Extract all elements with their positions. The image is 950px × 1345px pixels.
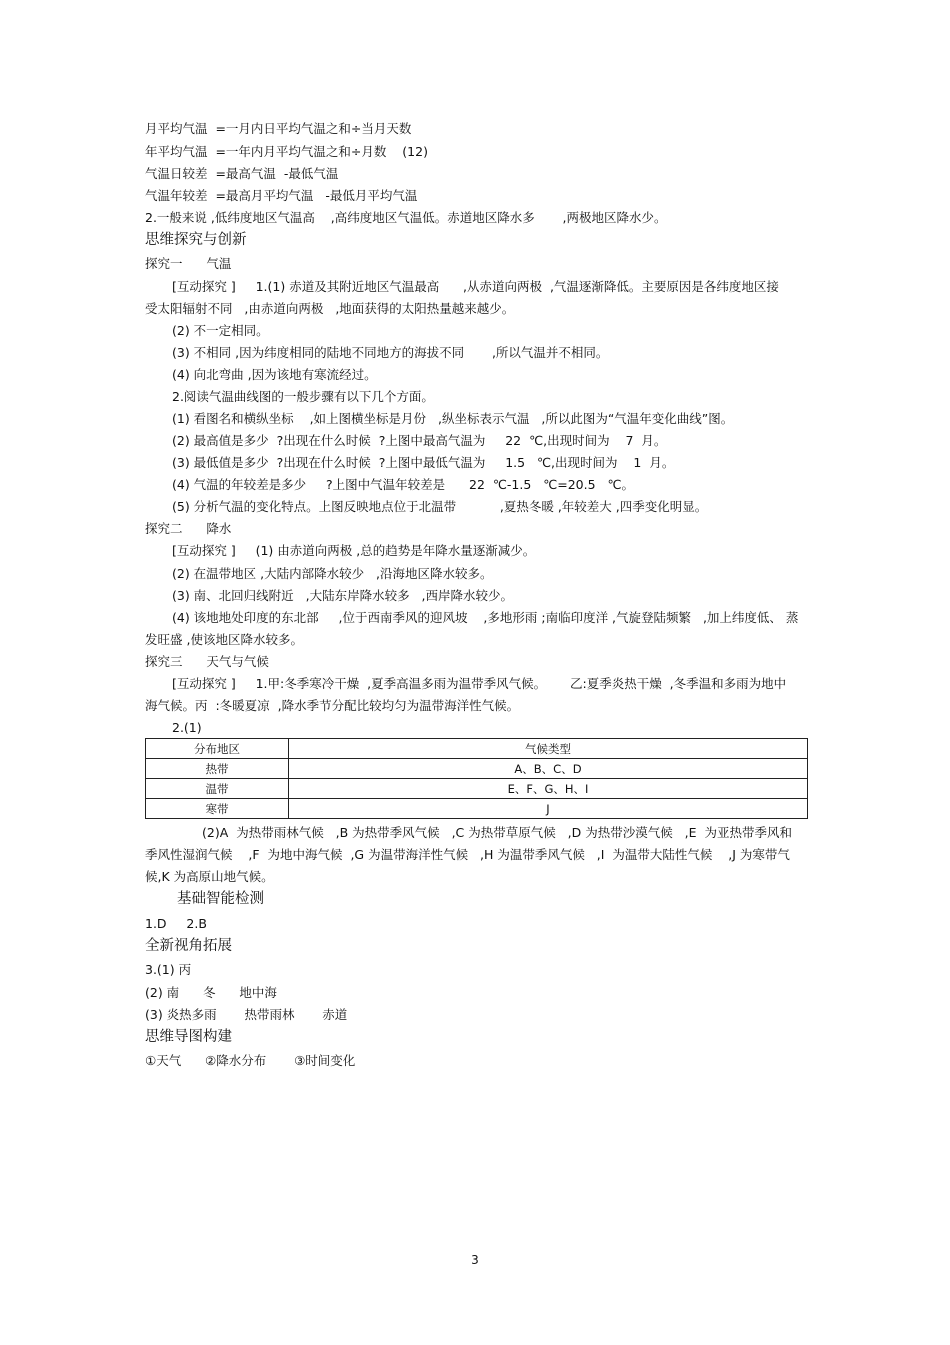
answer-line: 2.阅读气温曲线图的一般步骤有以下几个方面。 xyxy=(172,389,434,404)
answer-line: 候,K 为高原山地气候。 xyxy=(145,869,274,884)
answer-line: 发旺盛 ,使该地区降水较多。 xyxy=(145,632,303,647)
table-cell: 温带 xyxy=(146,779,289,799)
climate-distribution-table xyxy=(145,738,808,819)
answer-line: (4) 向北弯曲 ,因为该地有寒流经过。 xyxy=(172,367,377,382)
answer-line: 2.一般来说 ,低纬度地区气温高 ,高纬度地区气温低。赤道地区降水多 ,两极地区降水少。 xyxy=(145,210,667,225)
formula-monthly-mean-temp: 月平均气温 =一月内日平均气温之和÷当月天数 xyxy=(145,121,412,136)
formula-annual-range: 气温年较差 =最高月平均气温 -最低月平均气温 xyxy=(145,188,418,203)
answer-line: 受太阳辐射不同 ,由赤道向两极 ,地面获得的太阳热量越来越少。 xyxy=(145,301,515,316)
section-heading: 思维导图构建 xyxy=(145,1029,232,1045)
answer-line: (4) 该地地处印度的东北部 ,位于西南季风的迎风坡 ,多地形雨 ;南临印度洋 ,气旋登陆频繁 ,加上纬度低、 蒸 xyxy=(172,610,799,625)
answer-line: 2.(1) xyxy=(172,720,202,735)
formula-annual-mean-temp: 年平均气温 =一年内月平均气温之和÷月数 (12) xyxy=(145,144,428,159)
answer-line: 季风性湿润气候 ,F 为地中海气候 ,G 为温带海洋性气候 ,H 为温带季风气候 ,I 为温带大陆性气候 ,J 为寒带气 xyxy=(145,847,790,862)
formula-daily-range: 气温日较差 =最高气温 -最低气温 xyxy=(145,166,339,181)
answer-line: (2) 不一定相同。 xyxy=(172,323,269,338)
section-heading: 基础智能检测 xyxy=(177,891,264,907)
table-header-cell: 分布地区 xyxy=(146,739,289,759)
table-cell: E、F、G、H、I xyxy=(289,779,808,799)
answer-line: 1.D 2.B xyxy=(145,916,207,931)
answer-line: [互动探究 ] 1.(1) 赤道及其附近地区气温最高 ,从赤道向两极 ,气温逐渐降低。主要原因是各纬度地区接 xyxy=(172,279,779,294)
table-row xyxy=(146,779,808,799)
subsection-heading: 探究二 降水 xyxy=(145,521,232,536)
table-cell: 热带 xyxy=(146,759,289,779)
answer-line: (3) 炎热多雨 热带雨林 赤道 xyxy=(145,1007,348,1022)
answer-line: [互动探究 ] (1) 由赤道向两极 ,总的趋势是年降水量逐渐减少。 xyxy=(172,543,536,558)
section-heading: 思维探究与创新 xyxy=(145,232,247,248)
answer-line: (1) 看图名和横纵坐标 ,如上图横坐标是月份 ,纵坐标表示气温 ,所以此图为“气温年变化曲线”图。 xyxy=(172,411,734,426)
answer-line: 3.(1) 丙 xyxy=(145,962,192,977)
subsection-heading: 探究一 气温 xyxy=(145,256,232,271)
answer-line: (3) 不相同 ,因为纬度相同的陆地不同地方的海拔不同 ,所以气温并不相同。 xyxy=(172,345,609,360)
table-cell: A、B、C、D xyxy=(289,759,808,779)
answer-line: (2) 南 冬 地中海 xyxy=(145,985,277,1000)
table-header-cell: 气候类型 xyxy=(289,739,808,759)
page-number: 3 xyxy=(471,1253,479,1267)
answer-line: ①天气 ②降水分布 ③时间变化 xyxy=(145,1053,356,1068)
table-cell: 寒带 xyxy=(146,799,289,819)
answer-line: (3) 最低值是多少 ?出现在什么时候 ?上图中最低气温为 1.5 ℃,出现时间为 1 月。 xyxy=(172,455,675,470)
answer-line: (2) 在温带地区 ,大陆内部降水较少 ,沿海地区降水较多。 xyxy=(172,566,493,581)
answer-line: (2)A 为热带雨林气候 ,B 为热带季风气候 ,C 为热带草原气候 ,D 为热带沙漠气候 ,E 为亚热带季风和 xyxy=(202,825,792,840)
answer-line: 海气候。丙 :冬暖夏凉 ,降水季节分配比较均匀为温带海洋性气候。 xyxy=(145,698,520,713)
table-row xyxy=(146,799,808,819)
section-heading: 全新视角拓展 xyxy=(145,938,232,954)
answer-line: (3) 南、北回归线附近 ,大陆东岸降水较多 ,西岸降水较少。 xyxy=(172,588,513,603)
table-row xyxy=(146,759,808,779)
answer-line: (4) 气温的年较差是多少 ?上图中气温年较差是 22 ℃-1.5 ℃=20.5 ℃。 xyxy=(172,477,635,492)
table-header-row xyxy=(146,739,808,759)
answer-line: (2) 最高值是多少 ?出现在什么时候 ?上图中最高气温为 22 ℃,出现时间为 7 月。 xyxy=(172,433,667,448)
answer-line: [互动探究 ] 1.甲:冬季寒冷干燥 ,夏季高温多雨为温带季风气候。 乙:夏季炎热干燥 ,冬季温和多雨为地中 xyxy=(172,676,787,691)
table-cell: J xyxy=(289,799,808,819)
subsection-heading: 探究三 天气与气候 xyxy=(145,654,269,669)
answer-line: (5) 分析气温的变化特点。上图反映地点位于北温带 ,夏热冬暖 ,年较差大 ,四季变化明显。 xyxy=(172,499,708,514)
